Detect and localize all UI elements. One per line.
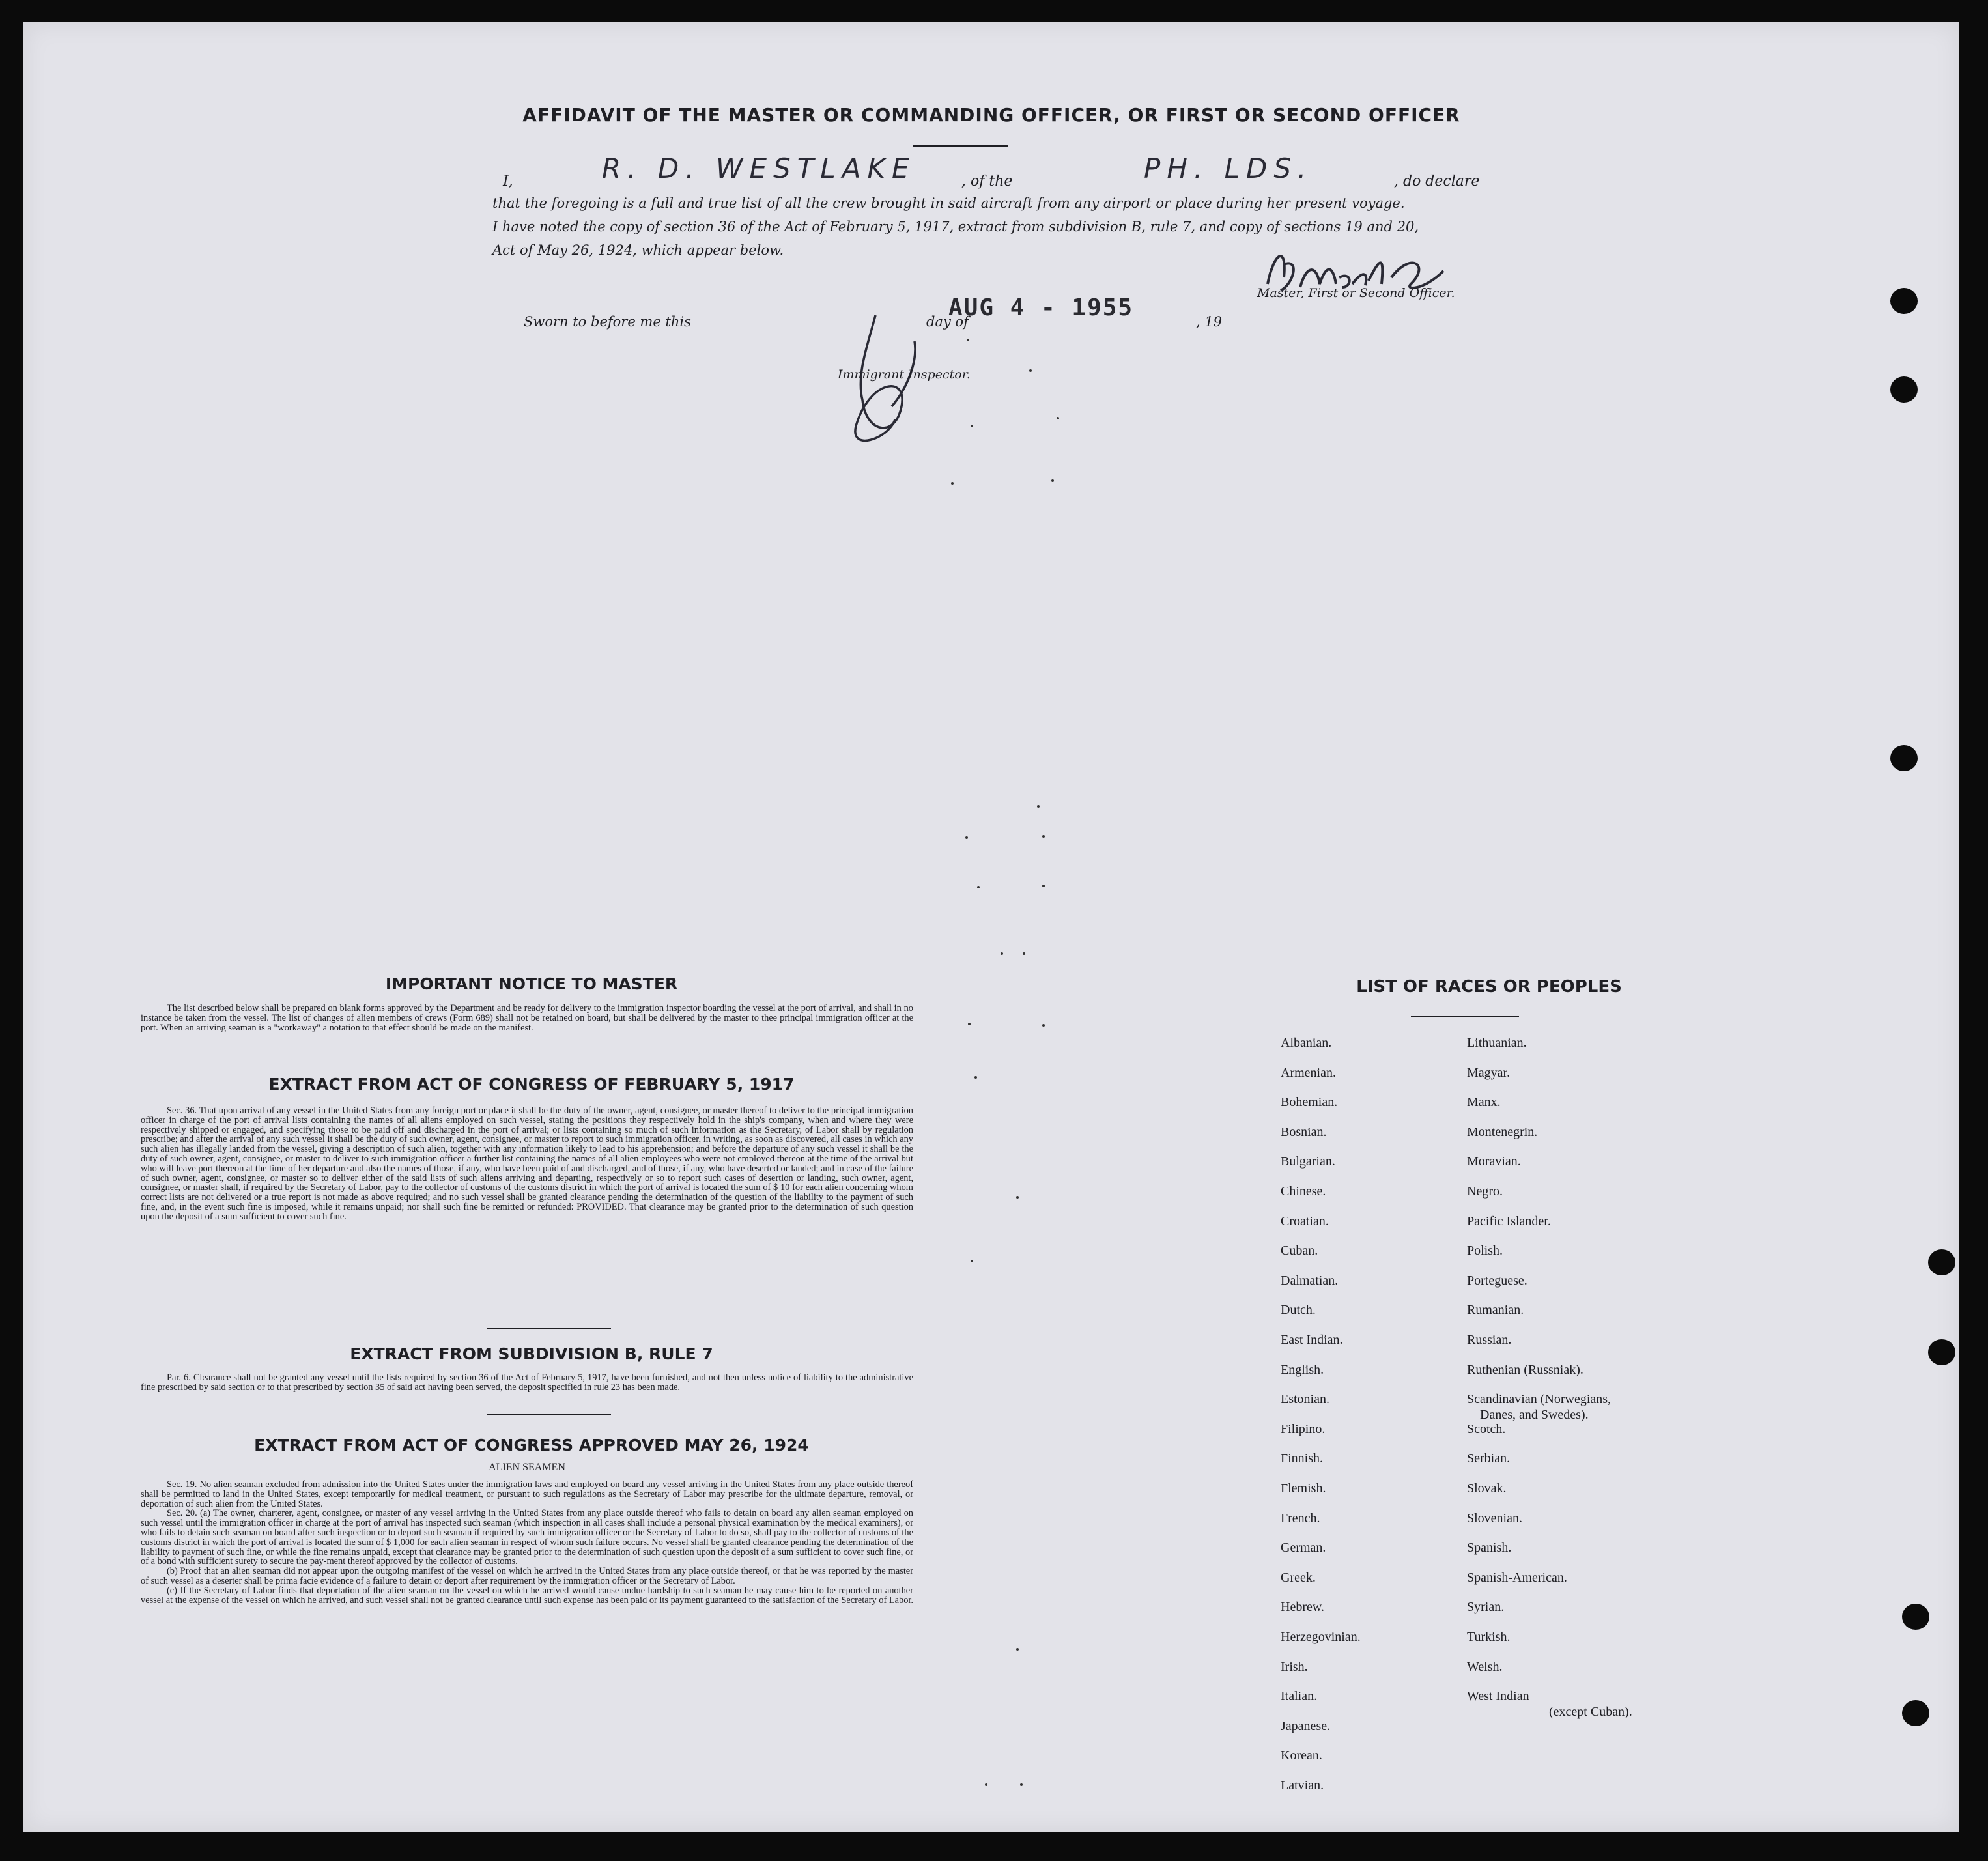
punch-hole <box>1890 288 1918 314</box>
race-item: Filipino. <box>1281 1422 1326 1436</box>
race-item: Bosnian. <box>1281 1125 1327 1139</box>
race-item: East Indian. <box>1281 1333 1343 1347</box>
punch-hole <box>1902 1700 1929 1726</box>
race-item: (except Cuban). <box>1549 1705 1632 1719</box>
sec-20c-paragraph: (c) If the Secretary of Labor finds that deportation of the alien seaman on the vessel on which he arrived would cause undue hardship to such seaman he may cause him to be reported on another vessel at the expense of the vessel on which he arrived, and such vessel shall not be granted clearance until such expense has been paid or its payment guaranteed to the satisfaction of the Secretary of Labor. <box>141 1585 914 1606</box>
race-item: West Indian <box>1467 1689 1529 1703</box>
divider-1917 <box>487 1328 611 1329</box>
race-item: Slovenian. <box>1467 1511 1522 1526</box>
race-item: French. <box>1281 1511 1320 1526</box>
master-name-handwritten: R. D. WESTLAKE <box>602 152 916 184</box>
race-item: Danes, and Swedes). <box>1480 1408 1589 1422</box>
race-item: Latvian. <box>1281 1778 1324 1793</box>
race-item: Bulgarian. <box>1281 1154 1335 1169</box>
declaration-line-1: that the foregoing is a full and true list of all the crew brought in said aircraft from any airport or place during her present voyage. <box>492 195 1405 211</box>
race-item: Porteguese. <box>1467 1273 1527 1288</box>
race-item: Scotch. <box>1467 1422 1506 1436</box>
race-item: Albanian. <box>1281 1036 1332 1050</box>
alien-seamen-subtitle: ALIEN SEAMEN <box>489 1462 565 1473</box>
race-item: Estonian. <box>1281 1392 1329 1406</box>
race-item: Chinese. <box>1281 1184 1326 1199</box>
race-item: Moravian. <box>1467 1154 1521 1169</box>
race-item: Polish. <box>1467 1243 1503 1258</box>
race-item: Croatian. <box>1281 1214 1329 1229</box>
extract-rule7-title: EXTRACT FROM SUBDIVISION B, RULE 7 <box>350 1344 713 1363</box>
race-item: Cuban. <box>1281 1243 1318 1258</box>
extract-1924-title: EXTRACT FROM ACT OF CONGRESS APPROVED MAY 26, 1924 <box>254 1436 809 1455</box>
race-item: Slovak. <box>1467 1481 1507 1496</box>
race-item: Armenian. <box>1281 1066 1336 1080</box>
year-label: , 19 <box>1196 314 1223 330</box>
race-item: Manx. <box>1467 1095 1501 1109</box>
declaration-line-2: I have noted the copy of section 36 of the Act of February 5, 1917, extract from subdivision B, rule 7, and copy of sections 19 and 20, <box>492 219 1419 234</box>
extract-1917-title: EXTRACT FROM ACT OF CONGRESS OF FEBRUARY 5, 1917 <box>268 1075 795 1094</box>
race-item: Magyar. <box>1467 1066 1511 1080</box>
race-item: Japanese. <box>1281 1719 1331 1733</box>
race-item: Dutch. <box>1281 1303 1316 1317</box>
race-item: Welsh. <box>1467 1660 1503 1674</box>
race-item: Korean. <box>1281 1748 1322 1763</box>
punch-hole <box>1890 745 1918 771</box>
race-item: Dalmatian. <box>1281 1273 1339 1288</box>
race-item: Montenegrin. <box>1467 1125 1538 1139</box>
punch-hole <box>1890 376 1918 403</box>
aircraft-handwritten: PH. LDS. <box>1144 152 1313 184</box>
sec-19-paragraph: Sec. 19. No alien seaman excluded from admission into the United States under the immigration laws and employed on board any vessel arriving in the United States from any place outside thereof shall be permitted to land in the United States, except temporarily for medical treatment, or pursuant to such regulations as the Secretary of Labor may prescribe for the ultimate departure, removal, or deportation of such alien from the United States. <box>141 1479 913 1509</box>
race-item: Serbian. <box>1467 1451 1511 1466</box>
race-item: Flemish. <box>1281 1481 1326 1496</box>
divider-rule7 <box>487 1414 611 1415</box>
declaration-line-3: Act of May 26, 1924, which appear below. <box>492 242 784 258</box>
race-item: Herzegovinian. <box>1281 1630 1361 1644</box>
race-item: Turkish. <box>1467 1630 1511 1644</box>
race-item: Scandinavian (Norwegians, <box>1467 1392 1612 1406</box>
sec-20b-paragraph: (b) Proof that an alien seaman did not appear upon the outgoing manifest of the vessel on which he arrived in the United States from any place outside thereof, or that he was reported by the master of such vessel as a deserter shall be prima facie evidence of a failure to detain or deport after requirement by the immigration officer or the Secretary of Labor. <box>141 1566 913 1586</box>
punch-hole <box>1928 1249 1955 1275</box>
race-item: Negro. <box>1467 1184 1503 1199</box>
race-item: Ruthenian (Russniak). <box>1467 1363 1583 1377</box>
race-item: English. <box>1281 1363 1324 1377</box>
race-item: Lithuanian. <box>1467 1036 1527 1050</box>
race-item: Irish. <box>1281 1660 1308 1674</box>
signature-label: Master, First or Second Officer. <box>1257 286 1455 300</box>
race-item: Hebrew. <box>1281 1600 1325 1614</box>
race-item: Spanish. <box>1467 1541 1512 1555</box>
form-sheet <box>23 22 1959 1832</box>
of-the-label: , of the <box>961 173 1013 190</box>
race-item: German. <box>1281 1541 1326 1555</box>
day-of-label: day of <box>926 314 969 330</box>
sworn-label: Sworn to before me this <box>524 314 691 330</box>
extract-1917-text: Sec. 36. That upon arrival of any vessel in the United States from any foreign port or place it shall be the duty of the owner, agent, consignee, or master thereof to deliver to the principal immigration officer in charge of the port of arrival lists containing the names of all aliens employed on such vessel, stating the positions they respectively hold in the ship's company, when and where they were respectively shipped or engaged, and specifying those to be paid off and discharged in the port of arrival; or lists containing so much of such information as the Secretary, of Labor shall by regulation prescribe; and after the arrival of any such vessel it shall be the duty of such owner, agent, consignee, or master to report to such immigration officer, in writing, as soon as discovered, all cases in which any such alien has illegally landed from the vessel, giving a description of such alien, together with any information likely to lead to his apprehension; and before the departure of any such vessel it shall be the duty of such owner, agent, consignee, or master to deliver to such immigration officer a further list containing the names of all alien employees who were not employed thereon at the time of the arrival but who will leave port thereon at the time of her departure and also the names of those, if any, who have been paid of and discharged, and of those, if any, who have deserted or landed; and in case of the failure of such owner, agent, consignee, or master so to deliver either of the said lists of such aliens arriving and departing, respectively or so to report such cases of desertion or landing, such owner, agent, consignee, or master shall, if required by the Secretary of Labor, pay to the collector of customs of the customs district in which the port of arrival is located the sum of $ 10 for each alien concerning whom correct lists are not delivered or a true report is not made as above required; and no such vessel shall be granted clearance pending the determination of the question of the liability to the payment of such fine, and, in the event such fine is imposed, while it remains unpaid; nor shall such fine be remitted or refunded: PROVIDED. That clearance may be granted prior to the determination of such question upon the deposit of a sum sufficient to cover such fine. <box>141 1105 913 1222</box>
races-divider <box>1411 1016 1519 1017</box>
race-item: Rumanian. <box>1467 1303 1524 1317</box>
inspector-label: Immigrant Inspector. <box>838 367 971 382</box>
race-item: Italian. <box>1281 1689 1318 1703</box>
race-item: Pacific Islander. <box>1467 1214 1551 1229</box>
race-item: Spanish-American. <box>1467 1570 1567 1585</box>
do-declare-label: , do declare <box>1394 173 1480 190</box>
race-item: Russian. <box>1467 1333 1512 1347</box>
notice-text: The list described below shall be prepared on blank forms approved by the Department and be ready for delivery to the immigration inspector boarding the vessel at the port of arrival, and shall in no instance be taken from the vessel. The list of changes of alien members of crews (Form 689) shall not be retained on board, but shall be delivered by the master to thee principal immigration officer at the port. When an arriving seaman is a "workaway" a notation to that effect should be made on the manifest. <box>141 1003 913 1033</box>
extract-1924-text <box>141 1480 913 1605</box>
race-item: Finnish. <box>1281 1451 1324 1466</box>
race-item: Greek. <box>1281 1570 1316 1585</box>
title-divider <box>913 145 1008 147</box>
extract-rule7-text: Par. 6. Clearance shall not be granted any vessel until the lists required by section 36 of the Act of February 5, 1917, have been furnished, and not then unless notice of liability to the administrative fine prescribed by said section or to that prescribed by section 35 of said act having been served, the deposit specified in rule 23 has been made. <box>141 1372 913 1393</box>
notice-title: IMPORTANT NOTICE TO MASTER <box>385 974 678 993</box>
date-stamp: AUG 4 - 1955 <box>948 294 1134 321</box>
race-item: Syrian. <box>1467 1600 1505 1614</box>
sec-20a-paragraph: Sec. 20. (a) The owner, charterer, agent, consignee, or master of any vessel arriving in the United States from any place outside thereof who fails to detain on board any alien seaman employed on such vessel until the immigration officer in charge at the port of arrival has inspected such seaman (which inspection in all cases shall include a personal physical examination by the medical examiners), or who fails to detain such seaman on board after such inspection or to deport such seaman if required by such immigration officer or the Secretary of Labor to do so, shall pay to the collector of customs of the customs district in which the port of arrival is located the sum of $ 1,000 for each alien seaman in respect of whom such failure occurs. No vessel shall be granted clearance pending the determination of the liability to payment of such fine, or while the fine remains unpaid, except that clearance may be granted prior to the determination of such question upon the deposit of a sum sufficient to cover such fine, or of a bond with sufficient surety to secure the pay-ment thereof approved by the collector of customs. <box>141 1508 913 1567</box>
punch-hole <box>1902 1604 1929 1630</box>
races-title: LIST OF RACES OR PEOPLES <box>1356 977 1622 997</box>
punch-hole <box>1928 1339 1955 1365</box>
affidavit-title: AFFIDAVIT OF THE MASTER OR COMMANDING OFFICER, OR FIRST OR SECOND OFFICER <box>522 104 1460 126</box>
i-label: I, <box>503 173 513 190</box>
race-item: Bohemian. <box>1281 1095 1338 1109</box>
